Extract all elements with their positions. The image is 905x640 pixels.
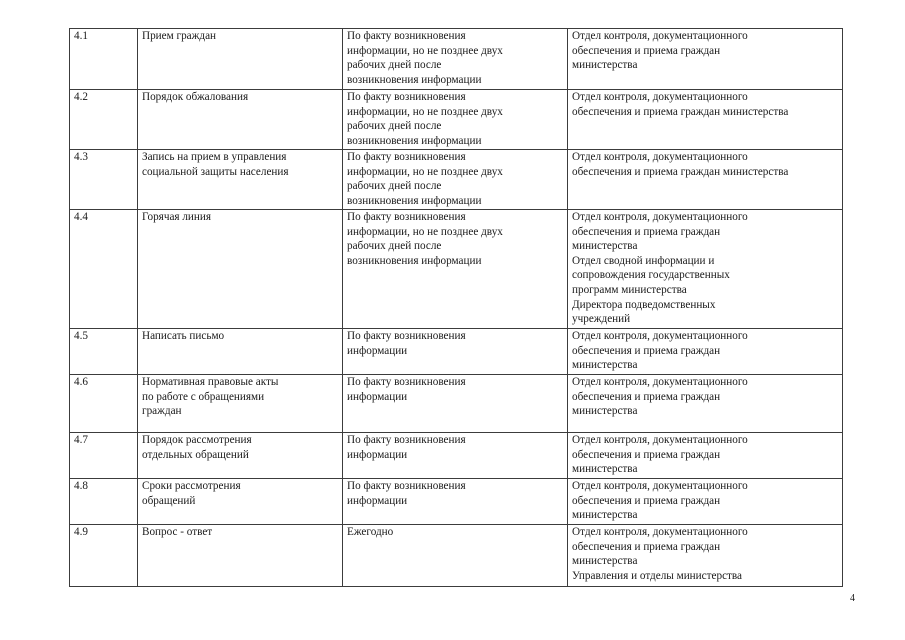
table-row bbox=[70, 90, 843, 150]
section-name: Сроки рассмотрения обращений bbox=[138, 479, 343, 525]
responsible-unit: Отдел контроля, документационного обеспечения и приема граждан министерства bbox=[568, 375, 843, 433]
row-number: 4.1 bbox=[70, 29, 138, 90]
row-number: 4.4 bbox=[70, 210, 138, 329]
row-number: 4.6 bbox=[70, 375, 138, 433]
row-number: 4.8 bbox=[70, 479, 138, 525]
row-number: 4.2 bbox=[70, 90, 138, 150]
row-number: 4.5 bbox=[70, 329, 138, 375]
information-table bbox=[69, 28, 843, 587]
publication-term: По факту возникновения информации bbox=[343, 433, 568, 479]
section-name: Запись на прием в управления социальной защиты населения bbox=[138, 150, 343, 210]
table-row bbox=[70, 150, 843, 210]
section-name: Порядок рассмотрения отдельных обращений bbox=[138, 433, 343, 479]
publication-term: По факту возникновения информации, но не позднее двух рабочих дней после возникновения информации bbox=[343, 150, 568, 210]
row-number: 4.7 bbox=[70, 433, 138, 479]
responsible-unit: Отдел контроля, документационного обеспечения и приема граждан министерства bbox=[568, 150, 843, 210]
table-row bbox=[70, 29, 843, 90]
responsible-unit: Отдел контроля, документационного обеспечения и приема граждан министерства bbox=[568, 433, 843, 479]
table-row bbox=[70, 210, 843, 329]
responsible-unit: Отдел контроля, документационного обеспечения и приема граждан министерства bbox=[568, 479, 843, 525]
section-name: Прием граждан bbox=[138, 29, 343, 90]
publication-term: Ежегодно bbox=[343, 525, 568, 587]
responsible-unit: Отдел контроля, документационного обеспечения и приема граждан министерства Отдел сводной информации и сопровождения государственных программ министерства Директора подведомственных учреждений bbox=[568, 210, 843, 329]
section-name: Написать письмо bbox=[138, 329, 343, 375]
publication-term: По факту возникновения информации bbox=[343, 329, 568, 375]
publication-term: По факту возникновения информации bbox=[343, 479, 568, 525]
section-name: Вопрос - ответ bbox=[138, 525, 343, 587]
section-name: Порядок обжалования bbox=[138, 90, 343, 150]
section-name: Горячая линия bbox=[138, 210, 343, 329]
table-row bbox=[70, 479, 843, 525]
responsible-unit: Отдел контроля, документационного обеспечения и приема граждан министерства Управления и отделы министерства bbox=[568, 525, 843, 587]
publication-term: По факту возникновения информации, но не позднее двух рабочих дней после возникновения информации bbox=[343, 29, 568, 90]
publication-term: По факту возникновения информации, но не позднее двух рабочих дней после возникновения информации bbox=[343, 210, 568, 329]
table-row bbox=[70, 525, 843, 587]
publication-term: По факту возникновения информации bbox=[343, 375, 568, 433]
row-number: 4.9 bbox=[70, 525, 138, 587]
table-row bbox=[70, 433, 843, 479]
table-row bbox=[70, 375, 843, 433]
page-number: 4 bbox=[850, 593, 855, 604]
responsible-unit: Отдел контроля, документационного обеспечения и приема граждан министерства bbox=[568, 90, 843, 150]
publication-term: По факту возникновения информации, но не позднее двух рабочих дней после возникновения информации bbox=[343, 90, 568, 150]
responsible-unit: Отдел контроля, документационного обеспечения и приема граждан министерства bbox=[568, 329, 843, 375]
row-number: 4.3 bbox=[70, 150, 138, 210]
responsible-unit: Отдел контроля, документационного обеспечения и приема граждан министерства bbox=[568, 29, 843, 90]
table-row bbox=[70, 329, 843, 375]
section-name: Нормативная правовые акты по работе с обращениями граждан bbox=[138, 375, 343, 433]
